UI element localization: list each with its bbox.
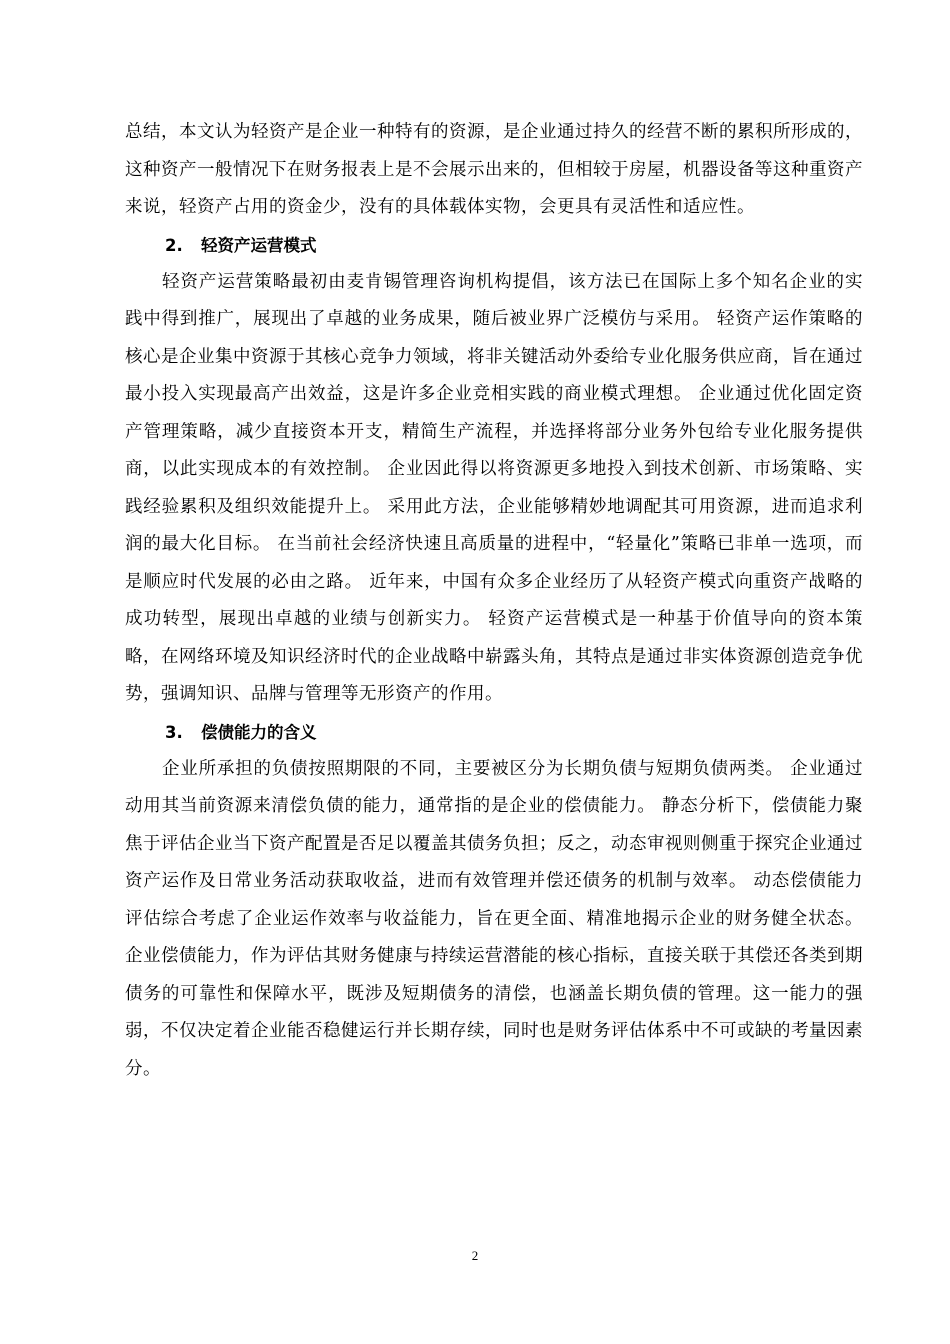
section-heading-2: [125, 227, 863, 264]
section-title: 偿债能力的含义: [201, 722, 317, 742]
section-number: 2.: [165, 235, 183, 255]
section-title: 轻资产运营模式: [201, 235, 317, 255]
section-3-paragraph: 企业所承担的负债按照期限的不同，主要被区分为长期负债与短期负债两类。 企业通过动用其当前资源来清偿负债的能力，通常指的是企业的偿债能力。 静态分析下，偿债能力聚焦于评估企业当下资产配置是否足以覆盖其债务负担；反之，动态审视则侧重于探究企业通过资产运作及日常业务活动获取收益，进而有效管理并偿还债务的机制与效率。 动态偿债能力评估综合考虑了企业运作效率与收益能力，旨在更全面、精准地揭示企业的财务健全状态。 企业偿债能力，作为评估其财务健康与持续运营潜能的核心指标，直接关联于其偿还各类到期债务的可靠性和保障水平，既涉及短期债务的清偿，也涵盖长期负债的管理。这一能力的强弱，不仅决定着企业能否稳健运行并长期存续，同时也是财务评估体系中不可或缺的考量因素分。: [125, 758, 863, 1079]
intro-paragraph: 总结，本文认为轻资产是企业一种特有的资源，是企业通过持久的经营不断的累积所形成的，这种资产一般情况下在财务报表上是不会展示出来的，但相较于房屋，机器设备等这种重资产来说，轻资产占用的资金少，没有的具体载体实物，会更具有灵活性和适应性。: [125, 122, 863, 217]
document-body: [125, 114, 863, 1088]
section-heading-3: [125, 714, 863, 751]
section-number: 3.: [165, 722, 183, 742]
page-number: 2: [471, 1248, 479, 1263]
section-2-paragraph: 轻资产运营策略最初由麦肯锡管理咨询机构提倡，该方法已在国际上多个知名企业的实践中得到推广，展现出了卓越的业务成果，随后被业界广泛模仿与采用。 轻资产运作策略的核心是企业集中资源于其核心竞争力领域，将非关键活动外委给专业化服务供应商，旨在通过最小投入实现最高产出效益，这是许多企业竞相实践的商业模式理想。 企业通过优化固定资产管理策略，减少直接资本开支，精简生产流程，并选择将部分业务外包给专业化服务提供商，以此实现成本的有效控制。 企业因此得以将资源更多地投入到技术创新、市场策略、实践经验累积及组织效能提升上。 采用此方法，企业能够精妙地调配其可用资源，进而追求利润的最大化目标。 在当前社会经济快速且高质量的进程中，“轻量化”策略已非单一选项，而是顺应时代发展的必由之路。 近年来，中国有众多企业经历了从轻资产模式向重资产战略的成功转型，展现出卓越的业绩与创新实力。 轻资产运营模式是一种基于价值导向的资本策略，在网络环境及知识经济时代的企业战略中崭露头角，其特点是通过非实体资源创造竞争优势，强调知识、品牌与管理等无形资产的作用。: [125, 271, 863, 704]
